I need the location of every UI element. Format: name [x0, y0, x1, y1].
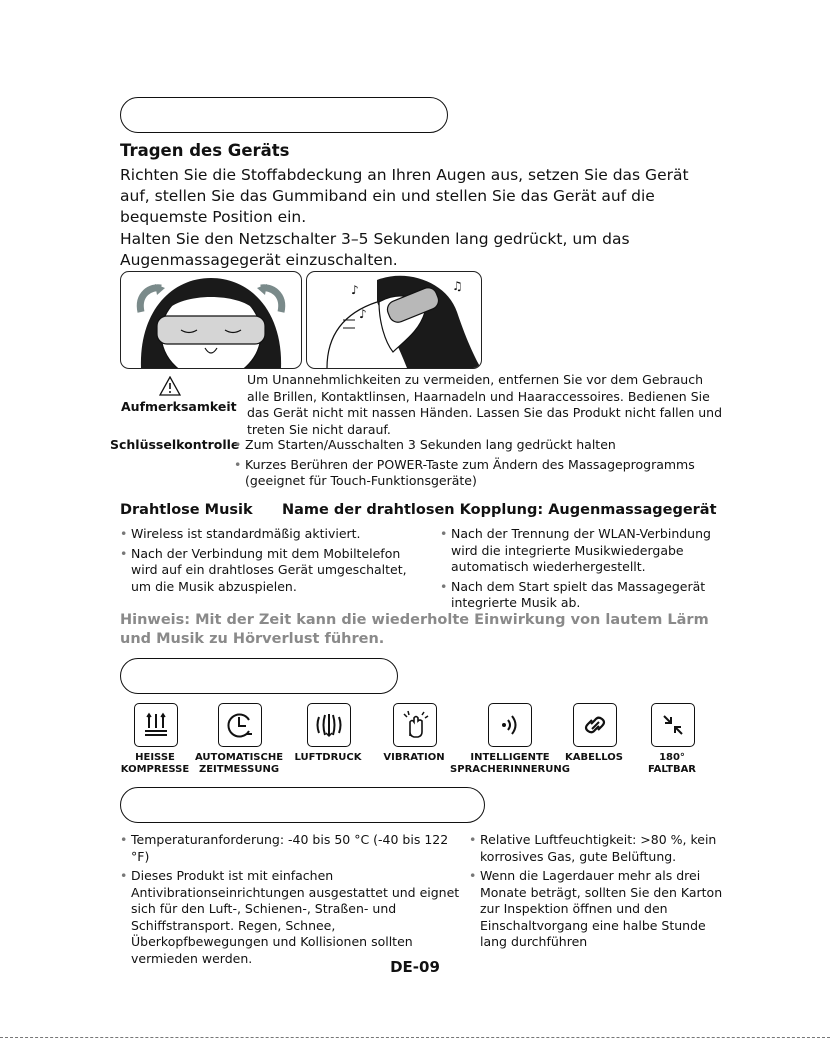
wireless-link-icon — [573, 703, 617, 747]
storage-header-pill — [120, 787, 485, 823]
feature-label-heat: HEISSE KOMPRESSE — [120, 752, 190, 775]
list-item: • Wireless ist standardmäßig aktiviert. — [120, 526, 420, 543]
feature-label-fold: 180° FALTBAR — [647, 752, 697, 775]
feature-label-voice: INTELLIGENTE SPRACHERINNERUNG — [450, 752, 570, 775]
warning-triangle-icon — [159, 376, 181, 396]
list-item: • Wenn die Lagerdauer mehr als drei Monate beträgt, sollten Sie den Karton zur Inspektion öffnen und den Einschaltvorgang eine halbe Stunde lang durchführen — [469, 868, 731, 951]
list-item: • Relative Luftfeuchtigkeit: >80 %, kein korrosives Gas, gute Belüftung. — [469, 832, 731, 865]
illustration-wearing-front — [120, 271, 302, 369]
section-title: Tragen des Geräts — [120, 141, 290, 160]
air-pressure-icon — [307, 703, 351, 747]
feature-label-wireless: KABELLOS — [564, 752, 624, 763]
svg-text:♪: ♪ — [359, 307, 367, 321]
wireless-right-list — [440, 526, 720, 615]
heat-waves-icon — [134, 703, 178, 747]
power-on-instructions: Halten Sie den Netzschalter 3–5 Sekunden lang gedrückt, um das Augenmassagegerät einzuschalten. — [120, 230, 630, 269]
list-item: • Dieses Produkt ist mit einfachen Antivibrationseinrichtungen ausgestattet und eignet sich für den Luft-, Schienen-, Straßen- und Schiffstransport. Regen, Schnee, Überkopfbewegungen und Kollisionen sollten vermieden werden. — [120, 868, 460, 967]
feature-label-timer: AUTOMATISCHE ZEITMESSUNG — [194, 752, 284, 775]
hearing-warning-note: Hinweis: Mit der Zeit kann die wiederholte Einwirkung von lautem Lärm und Musik zu Hörverlust führen. — [120, 612, 709, 647]
cut-line — [0, 1037, 830, 1038]
wireless-title: Drahtlose Musik — [120, 502, 253, 518]
caution-text: Um Unannehmlichkeiten zu vermeiden, entfernen Sie vor dem Gebrauch alle Brillen, Kontaktlinsen, Haarnadeln und Haaraccessoires. Bedienen Sie das Gerät nicht mit nassen Händen. Lassen Sie das Produkt nicht fallen und treten Sie nicht darauf. — [247, 372, 723, 437]
list-item: • Kurzes Berühren der POWER-Taste zum Ändern des Massageprogramms (geeignet für Touch-Funktionsgeräte) — [234, 457, 714, 490]
list-item: • Temperaturanforderung: -40 bis 50 °C (-40 bis 122 °F) — [120, 832, 460, 865]
svg-text:♫: ♫ — [452, 279, 463, 293]
wireless-left-list — [120, 526, 420, 598]
key-control-list — [234, 437, 714, 493]
features-header-pill — [120, 658, 398, 694]
storage-left-list — [120, 832, 460, 970]
list-item: • Nach der Trennung der WLAN-Verbindung wird die integrierte Musikwiedergabe automatisch wiederhergestellt. — [440, 526, 720, 576]
vibration-hand-icon — [393, 703, 437, 747]
wireless-pairing-name: Name der drahtlosen Kopplung: Augenmassagegerät — [282, 502, 717, 518]
fold-arrows-icon — [651, 703, 695, 747]
illustration-relaxing-music — [306, 271, 482, 369]
storage-right-list — [469, 832, 731, 954]
voice-prompt-icon — [488, 703, 532, 747]
feature-label-vibration: VIBRATION — [383, 752, 445, 763]
key-control-label: Schlüsselkontrolle — [110, 437, 240, 452]
caution-label: Aufmerksamkeit — [121, 399, 237, 414]
section-header-pill — [120, 97, 448, 133]
svg-text:♪: ♪ — [351, 283, 359, 297]
page-number: DE-09 — [390, 958, 440, 976]
list-item: • Zum Starten/Ausschalten 3 Sekunden lang gedrückt halten — [234, 437, 714, 454]
feature-label-air: LUFTDRUCK — [294, 752, 362, 763]
wearing-instructions: Richten Sie die Stoffabdeckung an Ihren Augen aus, setzen Sie das Gerät auf, stellen Sie das Gummiband ein und stellen Sie das Gerät auf die bequemste Position ein. — [120, 166, 689, 226]
list-item: • Nach der Verbindung mit dem Mobiltelefon wird auf ein drahtloses Gerät umgeschaltet, um die Musik abzuspielen. — [120, 546, 420, 596]
clock-icon — [218, 703, 262, 747]
list-item: • Nach dem Start spielt das Massagegerät integrierte Musik ab. — [440, 579, 720, 612]
